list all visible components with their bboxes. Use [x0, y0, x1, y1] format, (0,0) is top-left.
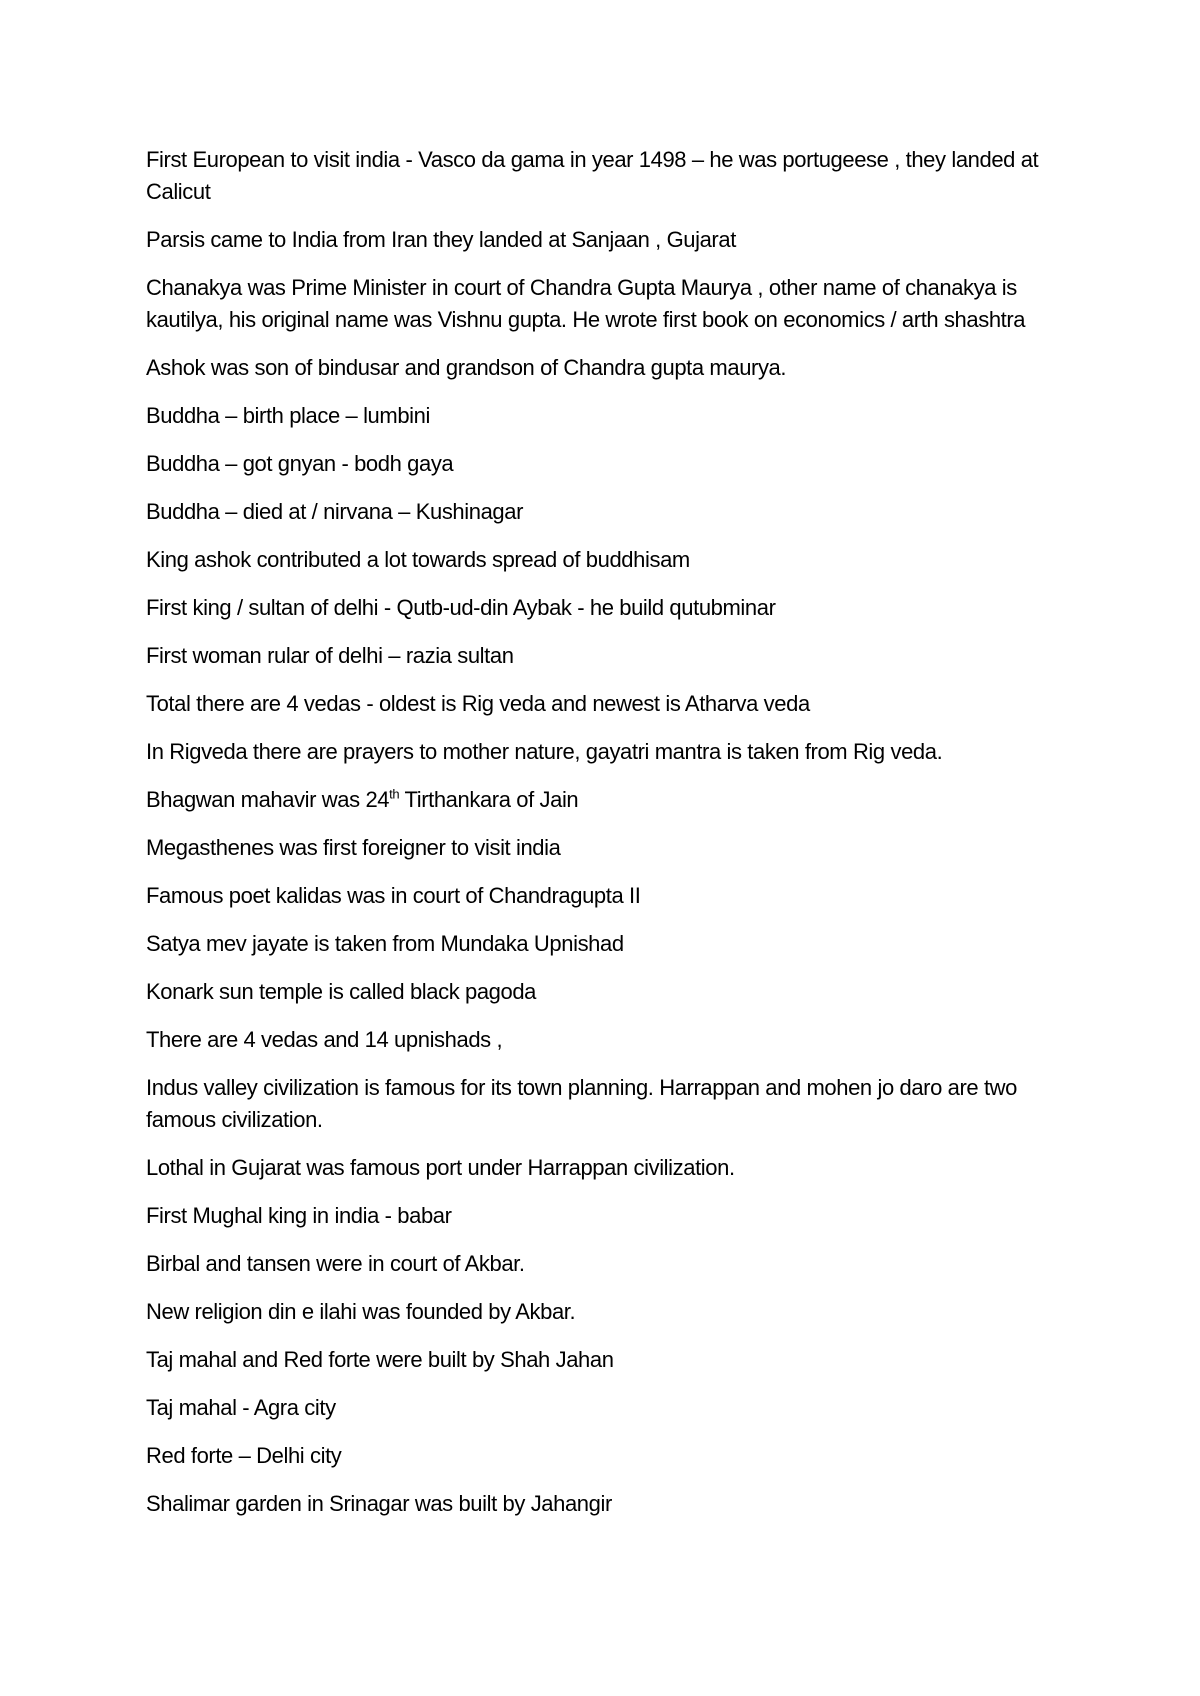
- paragraph-red-forte: Red forte – Delhi city: [146, 1443, 342, 1468]
- paragraph-birbal-tansen: Birbal and tansen were in court of Akbar.: [146, 1251, 525, 1276]
- paragraph-din-e-ilahi: New religion din e ilahi was founded by Akbar.: [146, 1299, 576, 1324]
- paragraph-mahavir: [146, 784, 1066, 816]
- document-body: [146, 144, 1066, 1536]
- paragraph-indus-valley: Indus valley civilization is famous for its town planning. Harrappan and mohen jo daro are two famous civilization.: [146, 1075, 1017, 1132]
- paragraph-parsis: Parsis came to India from Iran they landed at Sanjaan , Gujarat: [146, 227, 736, 252]
- paragraph-satya-mev-jayate: Satya mev jayate is taken from Mundaka Upnishad: [146, 931, 624, 956]
- paragraph-mahavir-start: Bhagwan mahavir was 24: [146, 787, 390, 812]
- paragraph-vedas: Total there are 4 vedas - oldest is Rig veda and newest is Atharva veda: [146, 691, 810, 716]
- paragraph-first-sultan: First king / sultan of delhi - Qutb-ud-din Aybak - he build qutubminar: [146, 595, 776, 620]
- paragraph-shah-jahan: Taj mahal and Red forte were built by Shah Jahan: [146, 1347, 614, 1372]
- paragraph-rigveda: In Rigveda there are prayers to mother nature, gayatri mantra is taken from Rig veda.: [146, 739, 943, 764]
- paragraph-mahavir-end: Tirthankara of Jain: [399, 787, 579, 812]
- paragraph-taj-mahal: Taj mahal - Agra city: [146, 1395, 336, 1420]
- paragraph-chanakya: Chanakya was Prime Minister in court of Chandra Gupta Maurya , other name of chanakya is kautilya, his original name was Vishnu gupta. He wrote first book on economics / arth shashtra: [146, 275, 1026, 332]
- paragraph-razia-sultan: First woman rular of delhi – razia sultan: [146, 643, 514, 668]
- paragraph-king-ashok: King ashok contributed a lot towards spread of buddhisam: [146, 547, 690, 572]
- paragraph-vasco-da-gama: First European to visit india - Vasco da gama in year 1498 – he was portugeese , they landed at Calicut: [146, 147, 1039, 204]
- paragraph-shalimar-garden: Shalimar garden in Srinagar was built by Jahangir: [146, 1491, 612, 1516]
- paragraph-lothal: Lothal in Gujarat was famous port under Harrappan civilization.: [146, 1155, 735, 1180]
- paragraph-kalidas: Famous poet kalidas was in court of Chandragupta II: [146, 883, 641, 908]
- paragraph-babar: First Mughal king in india - babar: [146, 1203, 452, 1228]
- paragraph-ashok-lineage: Ashok was son of bindusar and grandson of Chandra gupta maurya.: [146, 355, 787, 380]
- paragraph-buddha-nirvana: Buddha – died at / nirvana – Kushinagar: [146, 499, 524, 524]
- ordinal-suffix: th: [389, 786, 400, 802]
- paragraph-konark: Konark sun temple is called black pagoda: [146, 979, 537, 1004]
- paragraph-megasthenes: Megasthenes was first foreigner to visit india: [146, 835, 561, 860]
- paragraph-vedas-upnishads: There are 4 vedas and 14 upnishads ,: [146, 1027, 503, 1052]
- paragraph-buddha-birth: Buddha – birth place – lumbini: [146, 403, 430, 428]
- paragraph-buddha-gnyan: Buddha – got gnyan - bodh gaya: [146, 451, 454, 476]
